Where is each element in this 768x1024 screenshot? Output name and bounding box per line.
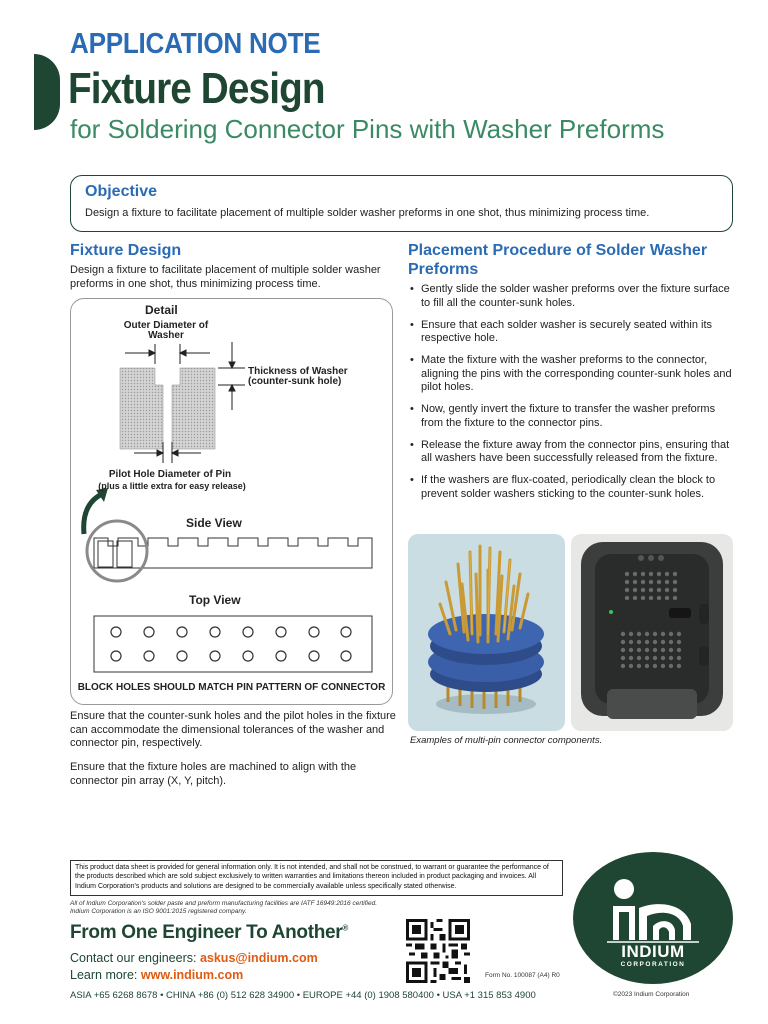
qr-code (406, 919, 470, 983)
objective-box (70, 175, 733, 232)
fixture-diagram (70, 298, 393, 705)
top-view-label: Top View (189, 593, 241, 607)
disclaimer-box: This product data sheet is provided for general information only. It is not intended, and shall not be construed, to warrant or guarantee the performance of the products described which are sold subject exclusively to written warranties and limitations thereon included in product packaging and invoices. All Indium Corporation's products and solutions are designed to be commercially available unless specifically stated otherwise. (70, 860, 563, 896)
contact-line (70, 951, 318, 965)
learn-label: Learn more: (70, 968, 138, 982)
page-subtitle: for Soldering Connector Pins with Washer Preforms (70, 114, 665, 144)
pilot-hole-label: Pilot Hole Diameter of Pin (108, 469, 232, 480)
copyright: ©2023 Indium Corporation (613, 991, 690, 998)
placement-steps (410, 283, 735, 510)
objective-heading: Objective (85, 183, 158, 200)
thickness-label: Thickness of Washer (counter-sunk hole) (248, 366, 348, 387)
document-kicker: APPLICATION NOTE (70, 28, 321, 60)
photo-caption: Examples of multi-pin connector components. (410, 735, 603, 746)
page-title: Fixture Design (68, 64, 325, 113)
block-note: BLOCK HOLES SHOULD MATCH PIN PATTERN OF CONNECTOR (77, 682, 386, 693)
cert-iatf: All of Indium Corporation's solder paste and preform manufacturing facilities are IATF 16949:2016 certified. (70, 900, 378, 907)
placement-step: • Now, gently invert the fixture to transfer the washer preforms from the fixture to the connector pins. (410, 403, 735, 430)
pilot-hole-note: (plus a little extra for easy release) (98, 481, 246, 491)
contact-email-link[interactable]: askus@indium.com (199, 951, 318, 965)
cert-iso: Indium Corporation is an ISO 9001:2015 registered company. (70, 908, 247, 915)
outer-diameter-label: Outer Diameter of Washer (123, 320, 209, 341)
fixture-design-heading: Fixture Design (70, 242, 182, 259)
detail-cross-section (120, 368, 215, 449)
website-link[interactable]: www.indium.com (140, 968, 244, 982)
placement-step: • If the washers are flux-coated, periodically clean the block to prevent solder washers sticking to the counter-sunk holes. (410, 474, 735, 501)
international-phones: ASIA +65 6268 8678 • CHINA +86 (0) 512 628 34900 • EUROPE +44 (0) 1908 580400 • USA +1 315 853 4900 (70, 990, 536, 1001)
learn-more-line (70, 968, 243, 982)
fixture-para-2: Ensure that the fixture holes are machined to align with the connector pin array (X, Y, pitch). (70, 761, 357, 787)
form-number: Form No. 100087 (A4) R0 (485, 972, 560, 979)
side-view-label: Side View (186, 516, 242, 530)
logo-wordmark: INDIUM (621, 942, 685, 961)
tagline-mark: ® (342, 923, 348, 933)
header-accent-tab (34, 54, 60, 130)
detail-label: Detail (145, 303, 178, 317)
pin-connector-photo (408, 534, 565, 731)
logo-subword: CORPORATION (620, 961, 686, 968)
placement-step: • Gently slide the solder washer preforms over the fixture surface to fill all the counter-sunk holes. (410, 283, 735, 310)
placement-heading: Placement Procedure of Solder Washer Preforms (408, 242, 708, 278)
contact-label: Contact our engineers: (70, 951, 197, 965)
top-view-block (94, 616, 372, 672)
certifications (70, 900, 377, 916)
dark-connector-photo (571, 534, 733, 731)
placement-step: • Mate the fixture with the washer preforms to the connector, aligning the pins with the corresponding counter-sunk holes and pilot holes. (410, 354, 735, 395)
top-view-holes (111, 627, 351, 661)
tagline-text: From One Engineer To Another (70, 922, 343, 943)
side-view-profile (94, 538, 372, 568)
tagline (70, 922, 348, 944)
fixture-para-1: Ensure that the counter-sunk holes and the pilot holes in the fixture can accommodate the dimensional tolerances of the washer and connector pin, respectively. (70, 710, 396, 749)
fixture-design-intro: Design a fixture to facilitate placement of multiple solder washer preforms in one shot, thus minimizing process time. (70, 264, 381, 290)
placement-step: • Ensure that each solder washer is securely seated within its respective hole. (410, 319, 735, 346)
objective-text: Design a fixture to facilitate placement of multiple solder washer preforms in one shot, thus minimizing process time. (85, 207, 650, 219)
placement-step: • Release the fixture away from the connector pins, ensuring that all washers have been successfully released from the fixture. (410, 439, 735, 466)
